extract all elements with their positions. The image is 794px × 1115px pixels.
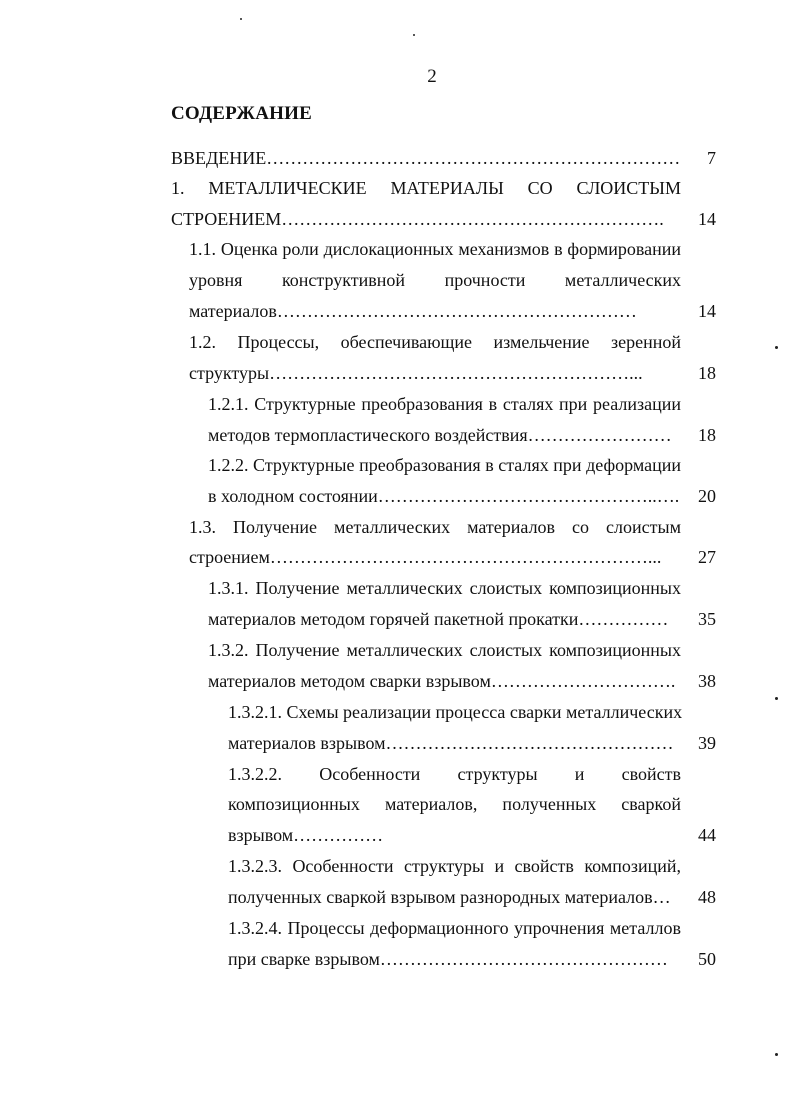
- toc-line-text: 1. МЕТАЛЛИЧЕСКИЕ МАТЕРИАЛЫ СО СЛОИСТЫМ: [171, 178, 681, 198]
- toc-line-text: 1.3.2.1. Схемы реализации процесса сварки металлических: [228, 702, 683, 722]
- scan-speck: [775, 1053, 778, 1056]
- toc-line-text: СТРОЕНИЕМ……………………………………………………….: [171, 209, 664, 229]
- scan-speck: [775, 346, 778, 349]
- toc-line-page: 18: [698, 363, 716, 383]
- toc-line-page: 39: [698, 733, 716, 753]
- toc-line-text: материалов методом горячей пакетной прокатки……………: [208, 609, 669, 629]
- toc-line-text: материалов……………………………………………………: [189, 301, 637, 321]
- toc-line-text: 1.2.1. Структурные преобразования в сталях при реализации: [208, 394, 681, 414]
- toc-line-text: взрывом……………: [228, 825, 384, 845]
- toc-line-text: 1.1. Оценка роли дислокационных механизмов в формировании: [189, 239, 681, 259]
- toc-line-text: 1.3.1. Получение металлических слоистых композиционных: [208, 578, 681, 598]
- scan-speck: [240, 18, 242, 20]
- toc-line-text: материалов методом сварки взрывом………………………….: [208, 671, 676, 691]
- toc-line-text: в холодном состоянии………………………………………..….: [208, 486, 680, 506]
- toc-line-page: 35: [698, 609, 716, 629]
- scan-speck: [775, 697, 778, 700]
- toc-line-text: строением………………………………………………………...: [189, 547, 662, 567]
- toc-line-text: материалов взрывом…………………………………………: [228, 733, 674, 753]
- toc-line-text: 1.3.2.4. Процессы деформационного упрочнения металлов: [228, 918, 681, 938]
- toc-line-page: 50: [698, 949, 716, 969]
- toc-line-text: ВВЕДЕНИЕ……………………………………………………………: [171, 148, 681, 168]
- toc-line-page: 48: [698, 887, 716, 907]
- scan-speck: [413, 34, 415, 36]
- toc-line-text: уровня конструктивной прочности металлических: [189, 270, 681, 290]
- toc-line-text: композиционных материалов, полученных сваркой: [228, 794, 681, 814]
- toc-line-page: 14: [698, 209, 716, 229]
- toc-line-text: структуры……………………………………………………...: [189, 363, 643, 383]
- toc-line-text: при сварке взрывом…………………………………………: [228, 949, 668, 969]
- toc-line-page: 27: [698, 547, 716, 567]
- toc-line-text: 1.3. Получение металлических материалов со слоистым: [189, 517, 681, 537]
- toc-line-text: методов термопластического воздействия……………………: [208, 425, 672, 445]
- toc-line-page: 44: [698, 825, 716, 845]
- toc-line-page: 20: [698, 486, 716, 506]
- toc-line-page: 14: [698, 301, 716, 321]
- toc-line-text: 1.3.2.2. Особенности структуры и свойств: [228, 764, 681, 784]
- page-number: 2: [427, 66, 437, 87]
- toc-line-text: 1.2. Процессы, обеспечивающие измельчение зеренной: [189, 332, 681, 352]
- toc-heading: СОДЕРЖАНИЕ: [171, 103, 312, 124]
- toc-line-page: 7: [707, 148, 716, 168]
- toc-line-text: 1.3.2.3. Особенности структуры и свойств композиций,: [228, 856, 681, 876]
- toc-line-text: 1.2.2. Структурные преобразования в сталях при деформации: [208, 455, 681, 475]
- toc-line-page: 38: [698, 671, 716, 691]
- toc-line-text: 1.3.2. Получение металлических слоистых композиционных: [208, 640, 681, 660]
- toc-line-page: 18: [698, 425, 716, 445]
- toc-line-text: полученных сваркой взрывом разнородных материалов…: [228, 887, 671, 907]
